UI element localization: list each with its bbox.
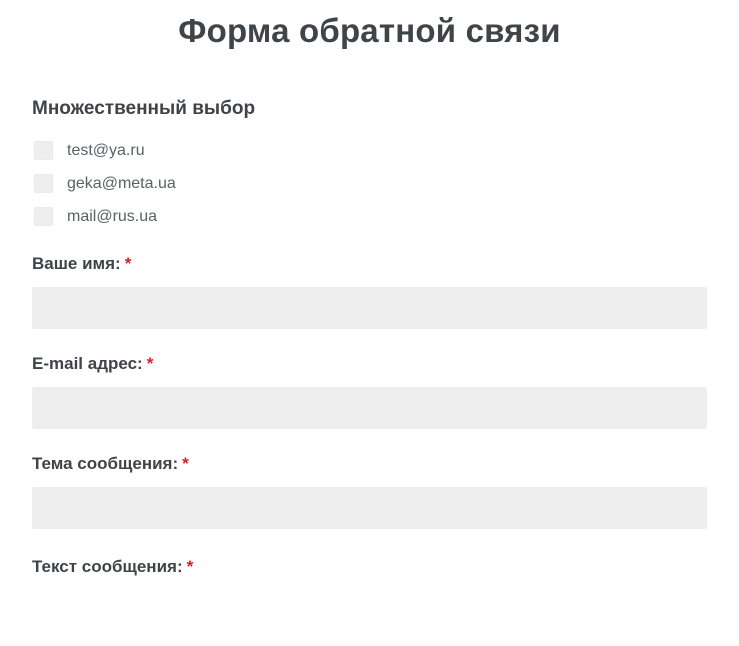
name-field-label-text: Ваше имя: — [32, 254, 121, 273]
checkbox-option-label: geka@meta.ua — [67, 174, 176, 192]
subject-field-label-text: Тема сообщения: — [32, 454, 179, 473]
required-marker: * — [146, 354, 154, 373]
name-field-label — [32, 233, 707, 274]
checkbox-option-1[interactable] — [32, 134, 707, 167]
required-marker: * — [182, 454, 189, 473]
email-field-label-text: E-mail адрес: — [32, 354, 143, 373]
checkbox-option-label: test@ya.ru — [67, 141, 145, 159]
form-content — [0, 50, 739, 577]
message-field-label — [32, 529, 707, 577]
required-marker: * — [124, 254, 132, 273]
name-input[interactable] — [32, 287, 707, 329]
checkbox-option-3[interactable] — [32, 200, 707, 233]
checkbox-icon[interactable] — [34, 174, 53, 193]
subject-field-label — [32, 429, 707, 474]
checkbox-option-label: mail@rus.ua — [67, 207, 158, 225]
multi-choice-heading: Множественный выбор — [32, 98, 256, 119]
checkbox-icon[interactable] — [34, 141, 53, 160]
required-marker: * — [186, 557, 194, 576]
page-title: Форма обратной связи — [178, 12, 561, 49]
message-field-label-text: Текст сообщения: — [32, 557, 183, 576]
email-field-label — [32, 329, 707, 374]
checkbox-icon[interactable] — [34, 207, 53, 226]
checkbox-option-2[interactable] — [32, 167, 707, 200]
email-input[interactable] — [32, 387, 707, 429]
multi-choice-group — [32, 120, 707, 233]
subject-input[interactable] — [32, 487, 707, 529]
